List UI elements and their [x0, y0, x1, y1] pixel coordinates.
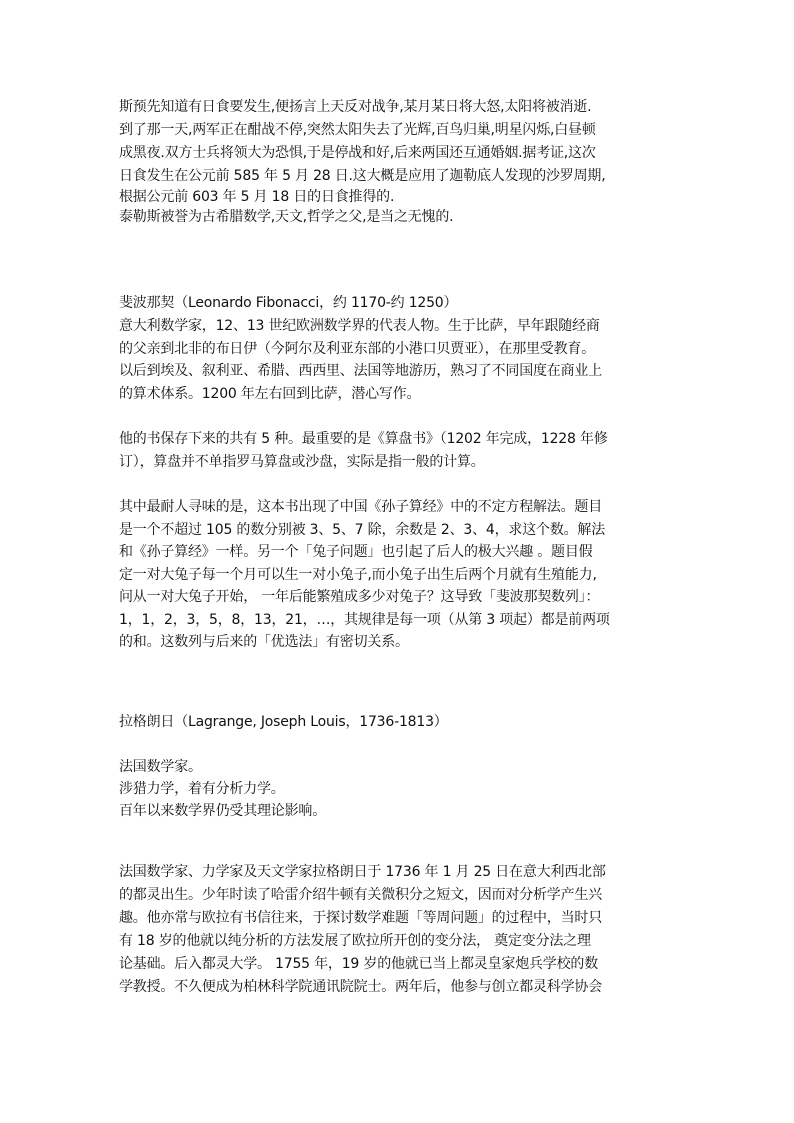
fibonacci-p3-line-1: 其中最耐人寻味的是，这本书出现了中国《孙子算经》中的不定方程解法。题目 — [119, 499, 602, 515]
fibonacci-p3-line-2: 是一个不超过 105 的数分别被 3、5、7 除，余数是 2、3、4，求这个数。解法 — [119, 522, 606, 538]
fibonacci-p1-line-2: 的父亲到北非的布日伊（今阿尔及利亚东部的小港口贝贾亚），在那里受教育。 — [119, 341, 595, 357]
fibonacci-p3-line-7: 的和。这数列与后来的「优选法」有密切关系。 — [119, 634, 409, 650]
lagrange-intro-line-2: 涉猎力学，着有分析力学。 — [119, 781, 285, 797]
fibonacci-p3-line-3: 和《孙子算经》一样。另一个「兔子问题」也引起了后人的极大兴趣 。题目假 — [119, 544, 593, 560]
lagrange-bio-line-3: 趣。他亦常与欧拉有书信往来，于探讨数学难题「等周问题」的过程中，当时只 — [119, 910, 602, 926]
thales-line-6: 泰勒斯被誉为古希腊数学,天文,哲学之父,是当之无愧的. — [119, 209, 454, 225]
lagrange-intro-line-1: 法国数学家。 — [119, 759, 202, 775]
fibonacci-p1-line-3: 以后到埃及、叙利亚、希腊、西西里、法国等地游历，熟习了不同国度在商业上 — [119, 363, 602, 379]
fibonacci-p1-line-4: 的算术体系。1200 年左右回到比萨，潜心写作。 — [119, 386, 421, 402]
thales-line-3: 成黑夜.双方士兵将领大为恐惧,于是停战和好,后来两国还互通婚姻.据考证,这次 — [119, 145, 596, 161]
lagrange-bio-line-4: 有 18 岁的他就以纯分析的方法发展了欧拉所开创的变分法， 奠定变分法之理 — [119, 933, 591, 949]
thales-line-1: 斯预先知道有日食要发生,便扬言上天反对战争,某月某日将大怒,太阳将被消逝. — [119, 99, 592, 115]
lagrange-heading: 拉格朗日（Lagrange, Joseph Louis，1736-1813） — [119, 714, 448, 730]
fibonacci-p1-line-1: 意大利数学家，12、13 世纪欧洲数学界的代表人物。生于比萨，早年跟随经商 — [119, 318, 600, 334]
fibonacci-p3-line-5: 问从一对大兔子开始， 一年后能繁殖成多少对兔子？这导致「斐波那契数列」： — [119, 589, 600, 605]
fibonacci-p2-line-2: 订），算盘并不单指罗马算盘或沙盘，实际是指一般的计算。 — [119, 454, 485, 470]
lagrange-bio-line-2: 的都灵出生。少年时读了哈雷介绍牛顿有关微积分之短文，因而对分析学产生兴 — [119, 887, 602, 903]
thales-line-4: 日食发生在公元前 585 年 5 月 28 日.这大概是应用了迦勒底人发现的沙罗周期, — [119, 168, 606, 184]
lagrange-bio-line-1: 法国数学家、力学家及天文学家拉格朗日于 1736 年 1 月 25 日在意大利西北部 — [119, 864, 606, 880]
fibonacci-p2-line-1: 他的书保存下来的共有 5 种。最重要的是《算盘书》（1202 年完成，1228 年修 — [119, 431, 608, 447]
fibonacci-p3-line-6: 1，1，2，3，5，8，13，21，…，其规律是每一项（从第 3 项起）都是前两项 — [119, 612, 610, 628]
thales-line-2: 到了那一天,两军正在酣战不停,突然太阳失去了光辉,百鸟归巢,明星闪烁,白昼顿 — [119, 122, 596, 138]
thales-line-5: 根据公元前 603 年 5 月 18 日的日食推得的. — [119, 189, 395, 205]
lagrange-bio-line-6: 学教授。不久便成为柏林科学院通讯院院士。两年后，他参与创立都灵科学协会 — [119, 979, 602, 995]
fibonacci-heading: 斐波那契（Leonardo Fibonacci，约 1170-约 1250） — [119, 295, 458, 311]
fibonacci-p3-line-4: 定一对大兔子每一个月可以生一对小兔子,而小兔子出生后两个月就有生殖能力, — [119, 567, 597, 583]
lagrange-intro-line-3: 百年以来数学界仍受其理论影响。 — [119, 803, 326, 819]
lagrange-bio-line-5: 论基础。后入都灵大学。 1755 年，19 岁的他就已当上都灵皇家炮兵学校的数 — [119, 956, 598, 972]
